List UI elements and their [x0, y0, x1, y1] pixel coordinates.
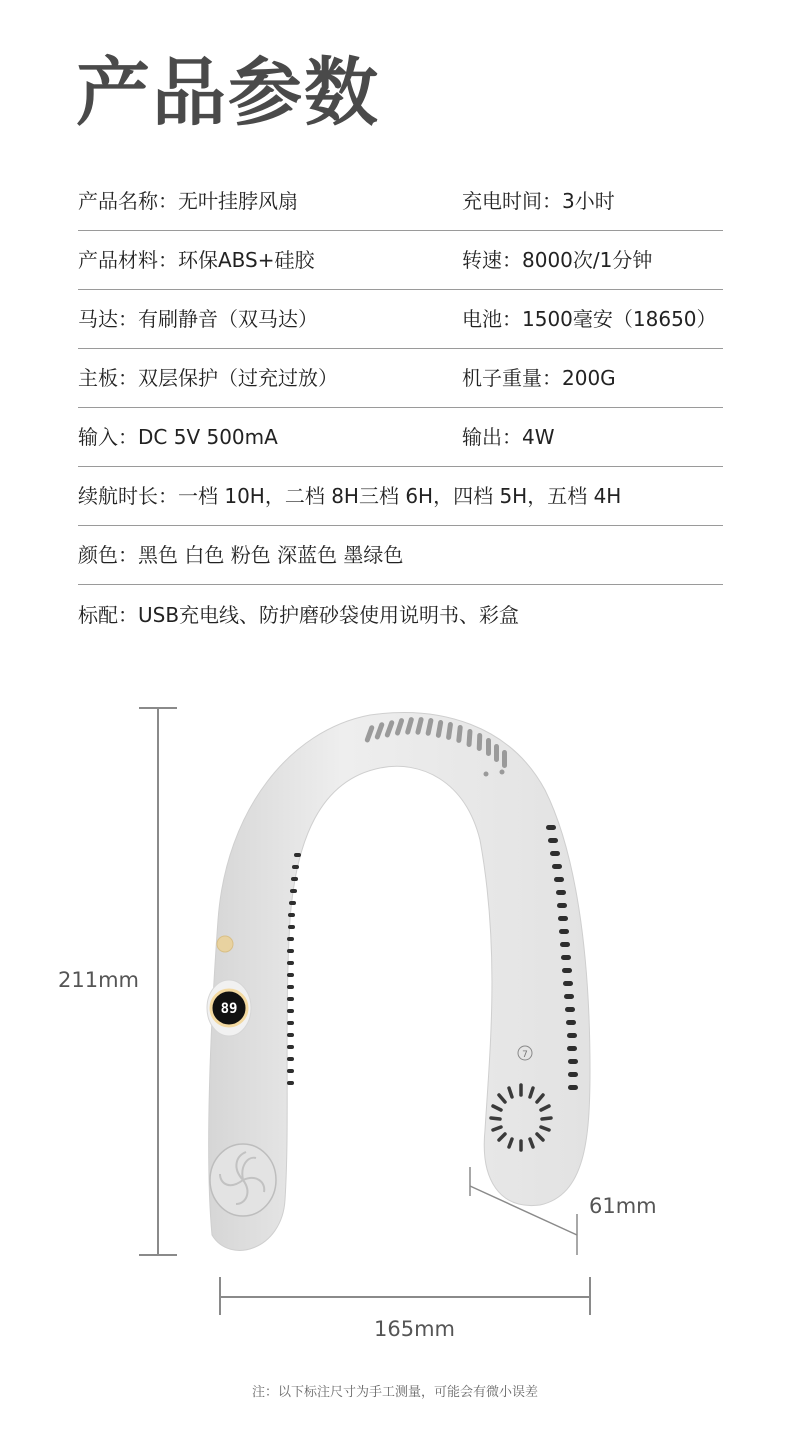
- spec-table: [78, 172, 723, 644]
- height-label: 211mm: [58, 968, 139, 992]
- spec-package: 标配：USB充电线、防护磨砂袋使用说明书、彩盒: [78, 602, 520, 627]
- gold-button-icon: [217, 936, 233, 952]
- spec-speed: 转速：8000次/1分钟: [462, 248, 653, 272]
- spec-row: [78, 585, 723, 644]
- spec-row: [78, 408, 723, 467]
- spec-row: [78, 172, 723, 231]
- spec-motor: 马达：有刷静音（双马达）: [78, 307, 318, 331]
- spec-row: [78, 290, 723, 349]
- spec-material: 产品材料：环保ABS+硅胶: [78, 248, 315, 272]
- spec-row: [78, 231, 723, 290]
- neck-fan-illustration: [0, 690, 790, 1340]
- spec-row: [78, 349, 723, 408]
- width-label: 165mm: [374, 1317, 455, 1341]
- spec-output: 输出：4W: [462, 425, 555, 449]
- spec-charge-time: 充电时间：3小时: [462, 189, 615, 213]
- spec-weight: 机子重量：200G: [462, 366, 616, 390]
- page-title: 产品参数: [76, 50, 380, 136]
- spec-input: 输入：DC 5V 500mA: [78, 425, 278, 449]
- spec-row: [78, 467, 723, 526]
- svg-text:89: 89: [220, 1001, 238, 1017]
- depth-label: 61mm: [589, 1194, 657, 1218]
- spec-battery: 电池：1500毫安（18650）: [462, 307, 717, 331]
- measurement-note: 注：以下标注尺寸为手工测量，可能会有微小误差: [251, 1385, 538, 1400]
- spec-colors: 颜色：黑色 白色 粉色 深蓝色 墨绿色: [78, 543, 404, 567]
- spec-mainboard: 主板：双层保护（过充过放）: [78, 366, 338, 390]
- spec-product-name: 产品名称：无叶挂脖风扇: [78, 189, 298, 213]
- product-dimension-figure: [0, 690, 790, 1340]
- spec-battery-life: 续航时长：一档 10H，二档 8H三档 6H，四档 5H，五档 4H: [78, 484, 622, 508]
- spec-row: [78, 526, 723, 585]
- svg-text:7: 7: [522, 1050, 528, 1060]
